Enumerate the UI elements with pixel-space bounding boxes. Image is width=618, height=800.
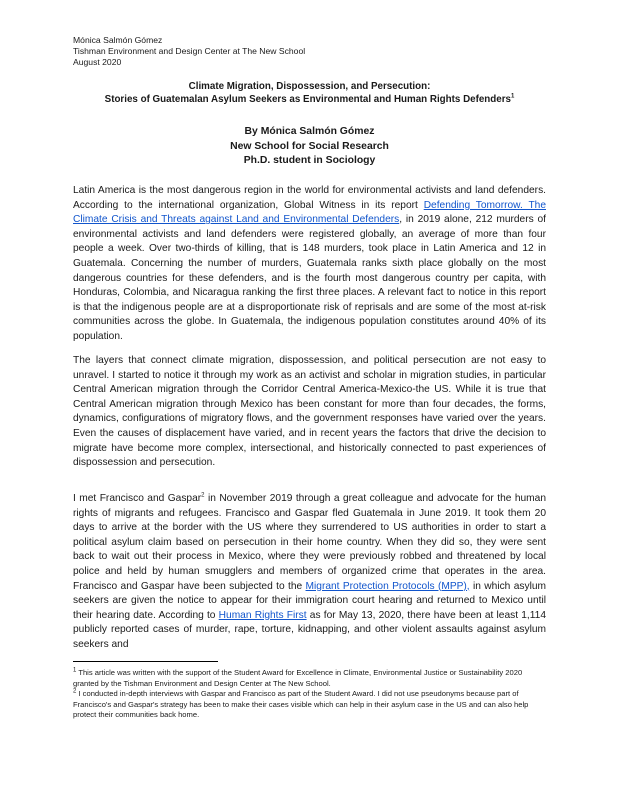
paragraph-3-text-b: in November 2019 through a great colleague and advocate for the human rights of migrants and refugees. Francisco and Gaspar fled Guatemala in June 2019. It took them 20 days to arrive at the border with the US where they surrendered to US authorities in order to start a political asylum claim based on persecution in their home country. When they did so, they were sent back to wait out their process in Mexico, where they were previously robbed and threatened by local police and held by human smugglers and members of organized crime that operates in the area. Francisco and Gaspar have been subjected to the <box>73 493 546 592</box>
byline-author: By Mónica Salmón Gómez <box>244 126 375 137</box>
title-line-1: Climate Migration, Dispossession, and Persecution: <box>188 81 431 92</box>
byline-school: New School for Social Research <box>230 140 389 152</box>
paragraph-2: The layers that connect climate migration, dispossession, and political persecution are not easy to unravel. I started to notice it through my work as an activist and scholar in migration studies, in particular Central American migration through the Corridor Central America-Mexico-the US. While it is true that Central American migration through Mexico has been constant for more than four decades, the forms, dynamics, configurations of migratory flows, and the government responses have varied over the years. Even the causes of displacement have varied, and in recent years the factors that drive the decision to migrate have become more complex, intersectional, and historically connected to past experiences of dispossession and persecution. <box>73 355 546 469</box>
title-line-2 <box>53 93 566 106</box>
mpp-link[interactable]: Migrant Protection Protocols (MPP), <box>305 580 470 592</box>
document-title <box>53 80 566 106</box>
byline-role: Ph.D. student in Sociology <box>243 155 376 166</box>
byline <box>73 125 546 169</box>
paragraph-1-text-a: Latin America is the most dangerous region in the world for environmental activists and land defenders. According to the international organization, Global Witness in its report <box>73 185 546 211</box>
footnotes <box>73 668 546 721</box>
header-date: August 2020 <box>73 57 122 67</box>
footnote-divider <box>73 661 218 662</box>
footnote-2-marker: 2 <box>73 688 77 695</box>
human-rights-first-link[interactable]: Human Rights First <box>218 609 307 621</box>
footnote-1-text: This article was written with the support of the Student Award for Excellence in Climate, Environmental Justice or Sustainability 2020 granted by the Tishman Environment and Design Center at The New School. <box>73 668 523 688</box>
footnote-2 <box>73 689 546 721</box>
title-footnote-marker[interactable]: 1 <box>510 93 515 100</box>
paragraph-3-text-d: as for May 13, 2020, there have been at least 1,114 publicly reported cases of murder, rape, torture, kidnapping, and other violent assaults against asylum seekers and <box>73 609 546 650</box>
paragraph-3-footnote-marker[interactable]: 2 <box>201 492 205 499</box>
footnote-1-marker: 1 <box>73 667 77 674</box>
header-author: Mónica Salmón Gómez <box>73 35 163 45</box>
paragraph-1-text-b: , in 2019 alone, 212 murders of environmental activists and land defenders were registered globally, an average of more than four people a week. Over two-thirds of killing, that is 148 murders, took place in Latin America and 12 in Guatemala. Concerning the number of murders, Guatemala ranks sixth place globally on the most dangerous countries for these defenders, and is the fourth most dangerous country per capita, with Honduras, Colombia, and Nicaragua ranking the first three places. A relevant fact to notice in this report is that the indigenous people are at a disproportionate risk of reprisals and are some of the most at-risk communities across the globe. In Guatemala, the indigenous population constitutes around 40% of its population. <box>73 214 546 342</box>
title-line-2-text: Stories of Guatemalan Asylum Seekers as Environmental and Human Rights Defenders <box>104 94 511 105</box>
document-header <box>73 35 305 68</box>
header-institution: Tishman Environment and Design Center at The New School <box>73 46 306 56</box>
paragraph-3-text-c: in which asylum seekers are given the notice to appear for their immigration court hearing and returned to Mexico until their hearing date. According to <box>73 580 546 621</box>
global-witness-report-link[interactable]: Defending Tomorrow. The Climate Crisis and Threats against Land and Environmental Defenders <box>73 199 546 226</box>
footnote-1 <box>73 668 546 689</box>
paragraph-3 <box>73 492 546 653</box>
paragraph-1 <box>73 184 546 345</box>
paragraph-3-text-a: I met Francisco and Gaspar <box>73 493 202 504</box>
footnote-2-text: I conducted in-depth interviews with Gaspar and Francisco as part of the Student Award. I did not use pseudonyms because part of Francisco's and Gaspar's strategy has been to make their cases visible which can help in their asylum case in the US and can also help protect their communities back home. <box>73 689 529 720</box>
